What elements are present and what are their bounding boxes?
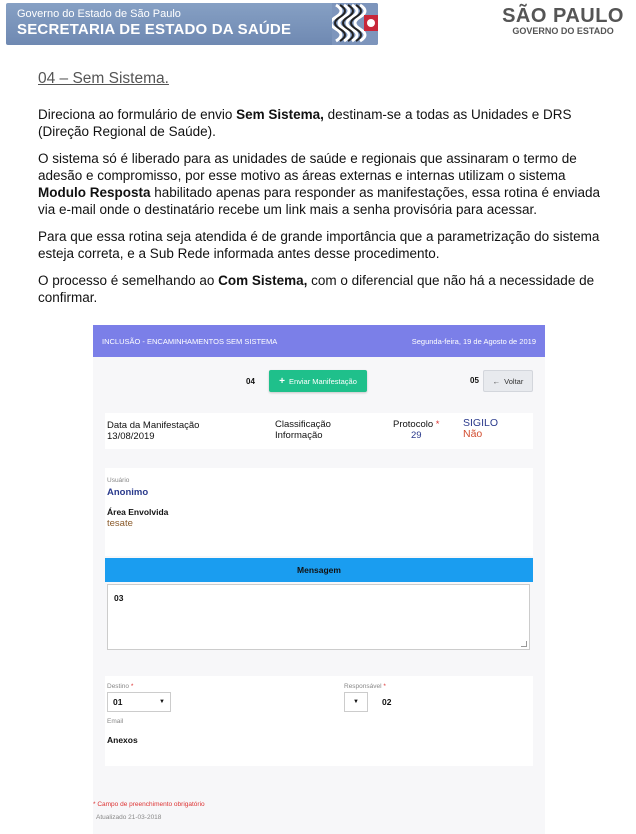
back-button[interactable] bbox=[483, 370, 533, 392]
action-bar bbox=[105, 363, 533, 399]
destino-select[interactable] bbox=[107, 692, 171, 712]
send-manifestation-button[interactable] bbox=[269, 370, 367, 392]
government-name: Governo do Estado de São Paulo bbox=[17, 8, 181, 20]
p2-text-a: O sistema só é liberado para as unidades de saúde e regionais que assinaram o termo de adesão e compromisso, por esse motivo as áreas externas e internas utilizam o sistema bbox=[38, 151, 577, 183]
sigilo-field bbox=[463, 418, 498, 440]
p2-bold: Modulo Resposta bbox=[38, 185, 151, 200]
destination-card bbox=[105, 676, 533, 766]
date-field bbox=[107, 420, 199, 442]
sp-flag-stripes-icon bbox=[332, 3, 378, 45]
protocol-value: 29 bbox=[410, 430, 422, 441]
protocol-label: Protocolo bbox=[393, 419, 434, 430]
responsavel-label-row bbox=[344, 683, 386, 690]
p1-text-c: destinam-se a todas as Unidades e DRS (Direção Regional de Saúde). bbox=[38, 107, 572, 139]
destino-value: 01 bbox=[113, 697, 123, 707]
responsavel-label: Responsável bbox=[344, 683, 382, 690]
destino-label-row bbox=[107, 683, 133, 690]
date-value: 13/08/2019 bbox=[107, 431, 155, 442]
plus-icon: + bbox=[279, 375, 285, 387]
section-title: 04 – Sem Sistema. bbox=[38, 70, 169, 87]
message-section-header: Mensagem bbox=[105, 558, 533, 582]
p1-text-a: Direciona ao formulário de envio bbox=[38, 107, 237, 122]
sigilo-value: Não bbox=[463, 428, 483, 440]
chevron-down-icon: ▼ bbox=[353, 699, 359, 705]
message-value: 03 bbox=[114, 593, 124, 603]
attachments-label: Anexos bbox=[107, 735, 138, 745]
classification-label: Classificação bbox=[275, 419, 331, 430]
classification-value: Informação bbox=[275, 430, 323, 441]
back-button-label: Voltar bbox=[504, 376, 524, 386]
message-textarea[interactable] bbox=[107, 584, 530, 650]
resize-handle-icon[interactable] bbox=[521, 641, 527, 647]
p4-text-c: com o diferencial que não há a necessidade de confirmar. bbox=[38, 273, 595, 305]
step-number-04: 04 bbox=[246, 377, 255, 386]
responsavel-required-mark: * bbox=[383, 683, 386, 690]
user-label: Usuário bbox=[107, 477, 130, 484]
destino-label: Destino bbox=[107, 683, 130, 690]
logo-sub-text: GOVERNO DO ESTADO bbox=[512, 26, 614, 36]
paragraph-3: Para que essa rotina seja atendida é de grande importância que a parametrização do sistema esteja correta, e a Sub Rede informada antes desse procedimento. bbox=[38, 229, 600, 261]
email-label: Email bbox=[107, 718, 124, 725]
updated-date: Atualizado 21-03-2018 bbox=[96, 814, 162, 821]
date-label: Data da Manifestação bbox=[107, 420, 200, 431]
p2-text-c: habilitado apenas para responder as manifestações, essa rotina é enviada via e-mail onde o destinatário recebe um link mais a senha provisória para acessar. bbox=[38, 185, 601, 217]
user-info-card bbox=[105, 468, 533, 556]
responsavel-select[interactable] bbox=[344, 692, 368, 712]
user-value: Anonimo bbox=[107, 487, 149, 498]
document-body bbox=[38, 70, 608, 316]
chevron-down-icon: ▼ bbox=[159, 699, 165, 705]
p4-bold: Com Sistema, bbox=[218, 273, 308, 288]
step-number-05: 05 bbox=[470, 376, 479, 385]
protocol-required-mark: * bbox=[435, 419, 440, 430]
sao-paulo-logo bbox=[502, 6, 624, 36]
government-banner bbox=[6, 3, 378, 45]
area-value: tesate bbox=[107, 518, 133, 529]
form-header-date: Segunda-feira, 19 de Agosto de 2019 bbox=[411, 336, 536, 346]
p4-text-a: O processo é semelhando ao bbox=[38, 273, 219, 288]
send-button-label: Enviar Manifestação bbox=[288, 376, 357, 386]
secretariat-name: SECRETARIA DE ESTADO DA SAÚDE bbox=[17, 21, 292, 38]
document-header bbox=[0, 0, 636, 48]
area-label: Área Envolvida bbox=[107, 507, 169, 517]
paragraph-4 bbox=[38, 272, 608, 306]
embedded-form-screenshot bbox=[93, 325, 545, 834]
protocol-label-row bbox=[393, 419, 439, 430]
destino-required-mark: * bbox=[130, 683, 134, 690]
paragraph-1 bbox=[38, 106, 608, 140]
paragraph-2 bbox=[38, 150, 608, 218]
responsavel-value: 02 bbox=[382, 697, 392, 707]
form-header bbox=[93, 325, 545, 357]
p1-bold: Sem Sistema, bbox=[236, 107, 324, 122]
protocol-field bbox=[393, 419, 439, 441]
classification-field bbox=[275, 419, 331, 441]
logo-main-text: SÃO PAULO bbox=[502, 5, 624, 27]
manifestation-info-card bbox=[105, 413, 533, 449]
form-header-title: INCLUSÃO - ENCAMINHAMENTOS SEM SISTEMA bbox=[102, 336, 278, 346]
required-fields-note: * Campo de preenchimento obrigatório bbox=[93, 801, 205, 808]
arrow-left-icon: ← bbox=[492, 376, 501, 386]
sigilo-label: SIGILO bbox=[463, 417, 499, 429]
